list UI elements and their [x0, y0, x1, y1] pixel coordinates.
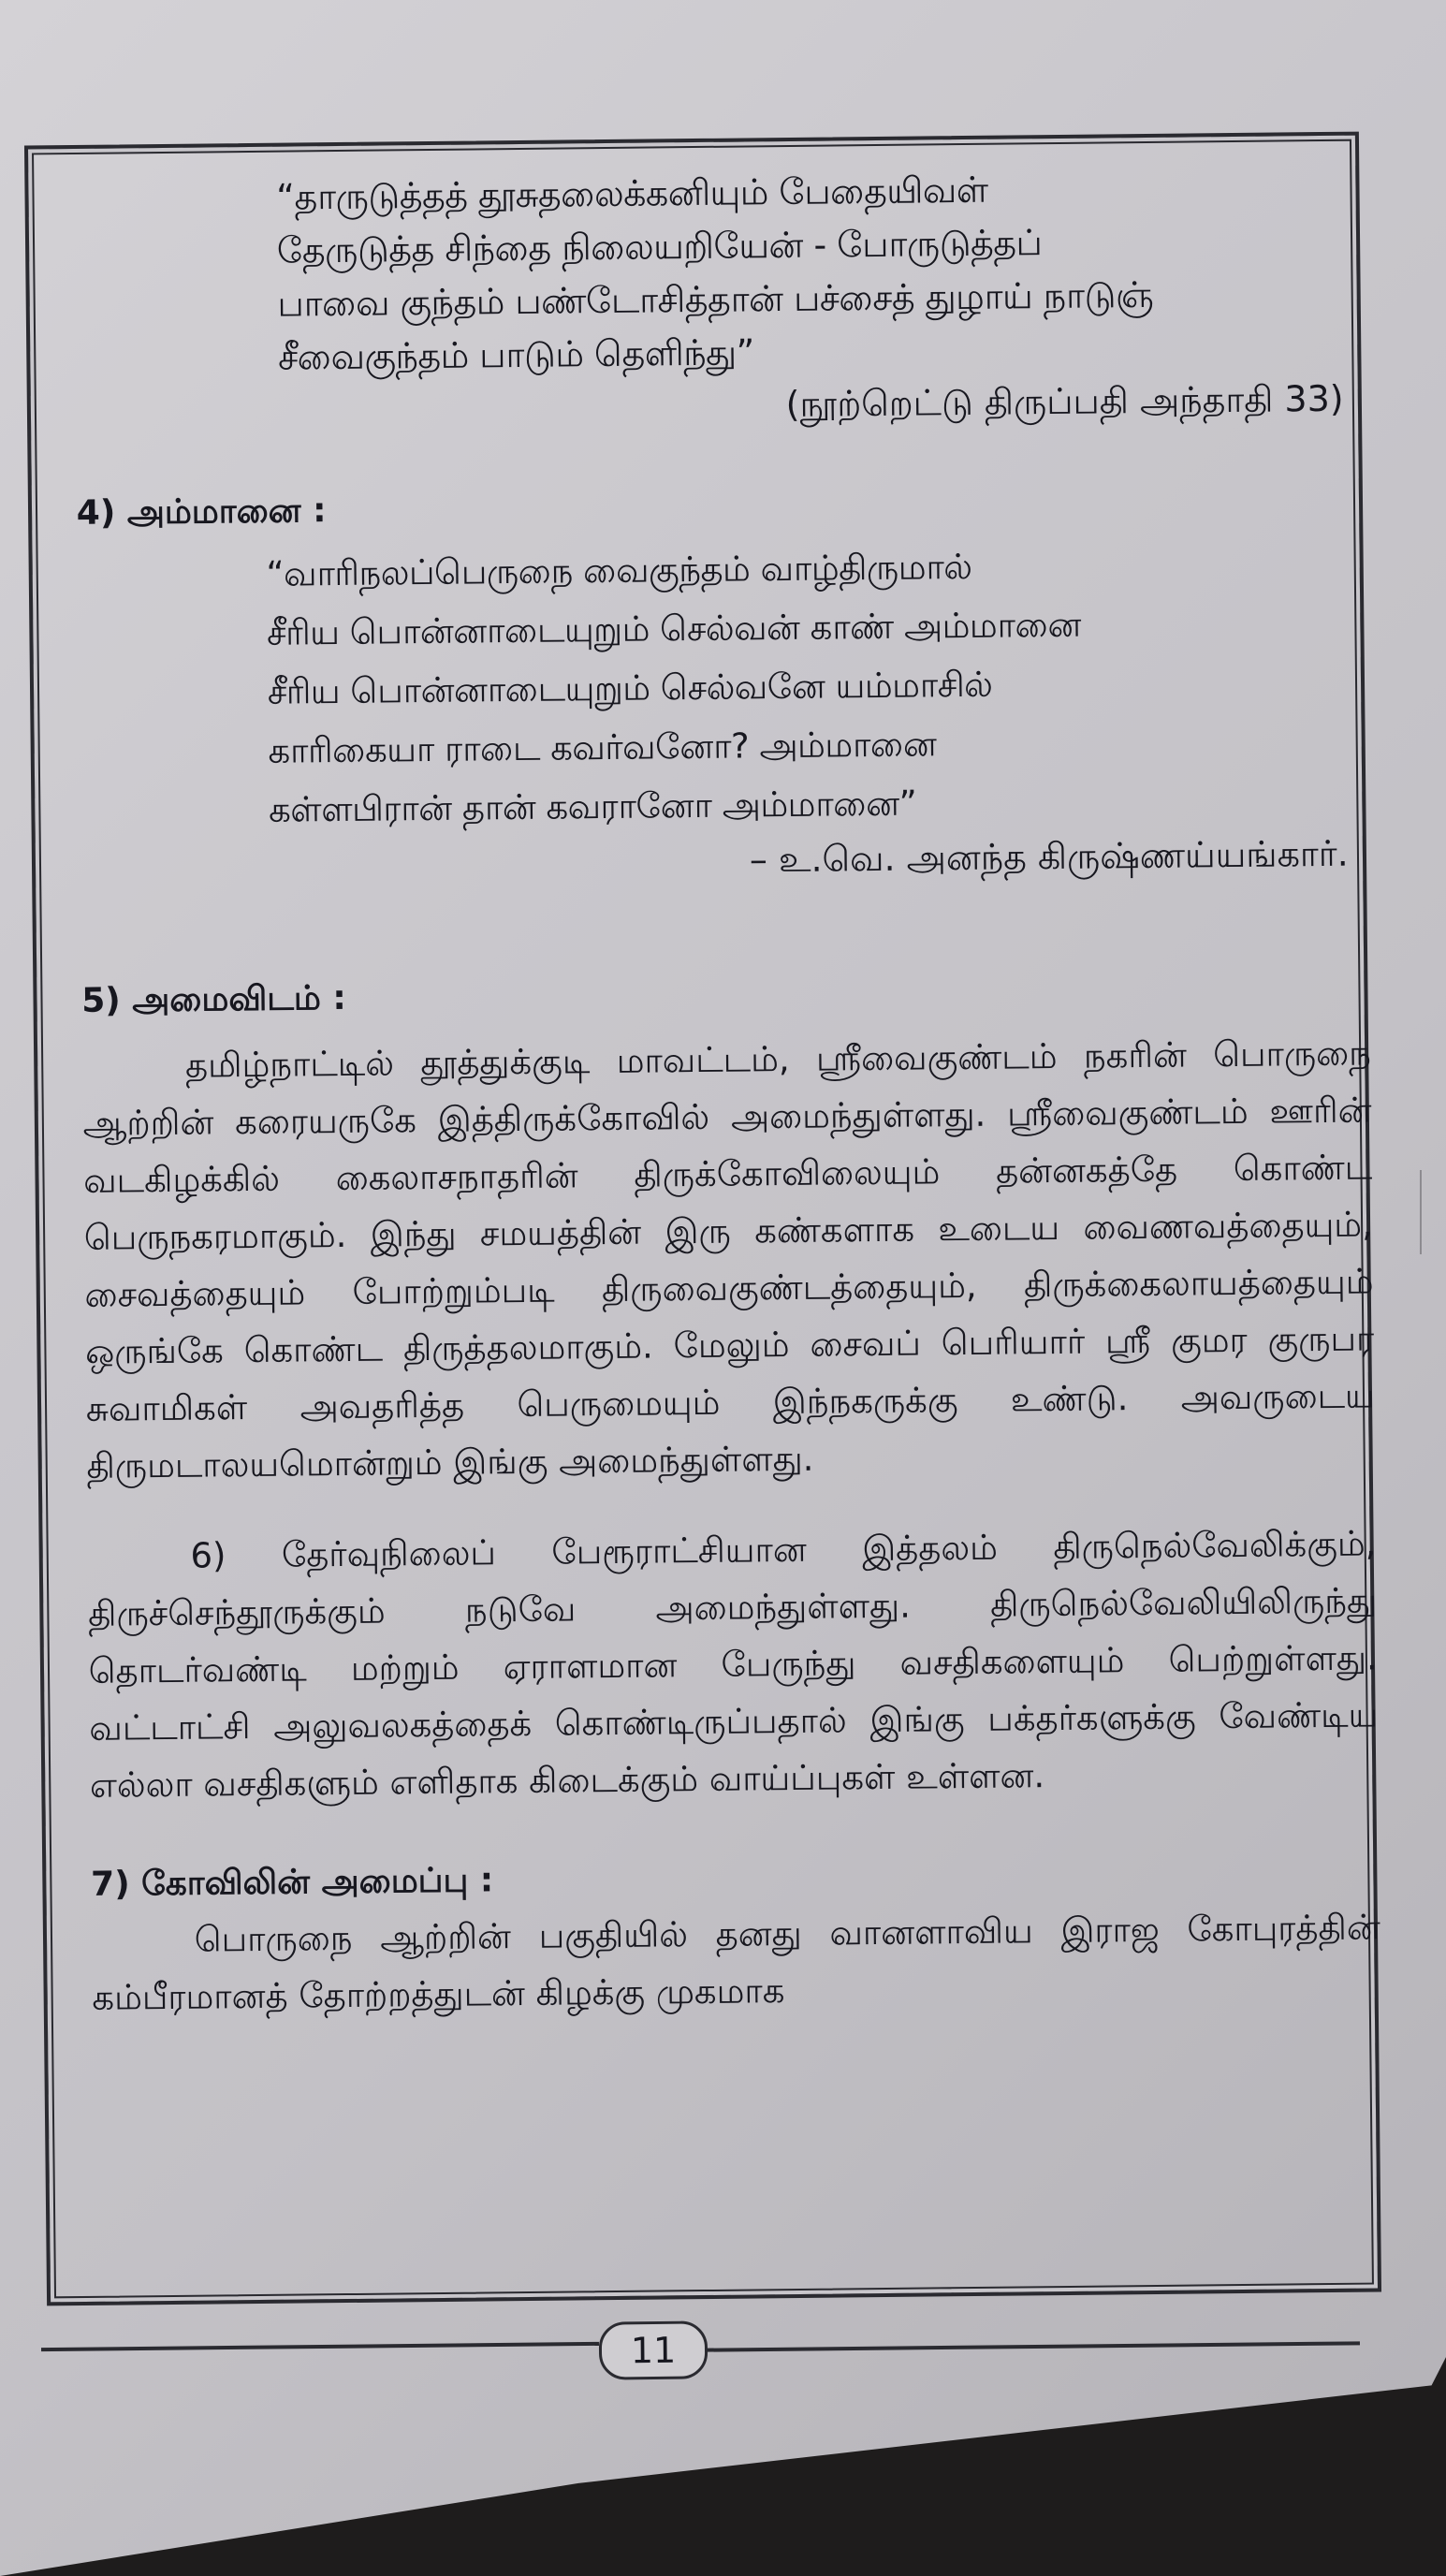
page-number-text: 11: [630, 2329, 677, 2372]
poem-line: பாவை குந்தம் பண்டோசித்தான் பச்சைத் துழாய் நாடுஞ்: [277, 273, 1154, 325]
poem-line: “வாரிநலப்பெருநை வைகுந்தம் வாழ்திருமால்: [266, 546, 972, 594]
page-edge-mark: [1420, 1170, 1442, 1254]
poem-line: கள்ளபிரான் தான் கவரானோ அம்மானை”: [268, 783, 917, 830]
section-heading-ammanai: 4) அம்மானை :: [76, 491, 327, 533]
poem-line: “தாருடுத்தத் தூசுதலைக்கனியும் பேதையிவள்: [276, 168, 988, 218]
poem-reference: (நூற்றெட்டு திருப்பதி அந்தாதி 33): [785, 377, 1344, 425]
poem-ammanai: [266, 533, 1368, 839]
poem-line: காரிகையா ராடை கவர்வனோ? அம்மானை: [268, 724, 937, 771]
poem-antathi: [276, 159, 1364, 384]
temple-structure-paragraph: பொருநை ஆற்றின் பகுதியில் தனது வானளாவிய இராஜ கோபுரத்தின் கம்பீரமானத் தோற்றத்துடன் கிழக்கு முகமாக: [92, 1907, 1380, 2018]
section-heading-location: 5) அமைவிடம் :: [81, 978, 347, 1020]
poem-line: சீவைகுந்தம் பாடும் தெளிந்து”: [277, 331, 755, 378]
location-paragraph: தமிழ்நாட்டில் தூத்துக்குடி மாவட்டம், ஸ்ரீவைகுண்டம் நகரின் பொருநை ஆற்றின் கரையருகே இத்திருக்கோவில் அமைந்துள்ளது. ஸ்ரீவைகுண்டம் ஊரின் வடகிழக்கில் கைலாசநாதரின் திருக்கோவிலையும் தன்னகத்தே கொண்ட பெருநகரமாகும். இந்து சமயத்தின் இரு கண்களாக உடைய வைணவத்தையும், சைவத்தையும் போற்றும்படி திருவைகுண்டத்தையும், திருக்கைலாயத்தையும் ஒருங்கே கொண்ட திருத்தலமாகும். மேலும் சைவப் பெரியார் ஸ்ரீ குமர குருபர சுவாமிகள் அவதரித்த பெருமையும் இந்நகருக்கு உண்டு. அவருடைய திருமடாலயமொன்றும் இங்கு அமைந்துள்ளது.: [82, 1032, 1375, 1486]
poem-line: தேருடுத்த சிந்தை நிலையறியேன் - போருடுத்தப்: [276, 222, 1043, 271]
poem-line: சீரிய பொன்னாடையுறும் செல்வன் காண் அம்மானை: [266, 604, 1082, 653]
poem-line: சீரிய பொன்னாடையுறும் செல்வனே யம்மாசில்: [267, 664, 993, 712]
poem-attribution: – உ.வெ. அனந்த கிருஷ்ணய்யங்கார்.: [749, 832, 1349, 881]
page-number: [599, 2320, 708, 2379]
transport-paragraph: 6) தேர்வுநிலைப் பேரூராட்சியான இத்தலம் திருநெல்வேலிக்கும், திருச்செந்தூருக்கும் நடுவே அமைந்துள்ளது. திருநெல்வேலியிலிருந்து தொடர்வண்டி மற்றும் ஏராளமான பேருந்து வசதிகளையும் பெற்றுள்ளது. வட்டாட்சி அலுவலகத்தைக் கொண்டிருப்பதால் இங்கு பக்தர்களுக்கு வேண்டிய எல்லா வசதிகளும் எளிதாக கிடைக்கும் வாய்ப்புகள் உள்ளன.: [87, 1523, 1379, 1806]
page-content: [66, 159, 1381, 2026]
section-heading-temple-structure: 7) கோவிலின் அமைப்பு :: [90, 1861, 494, 1904]
